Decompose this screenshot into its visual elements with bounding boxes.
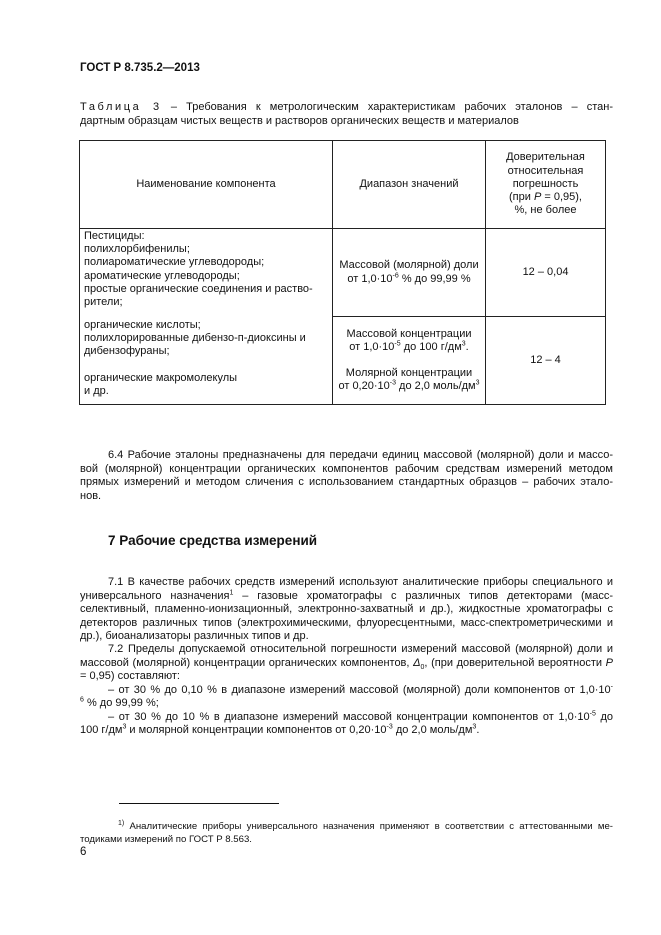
table-caption-text-2: дартным образцам чистых веществ и растворов органических веществ и материалов [80, 114, 519, 127]
footnote-ref: 1 [229, 588, 234, 596]
col-header-error: Доверительная относительная погрешность (при P = 0,95), %, не более [486, 141, 606, 229]
row1-components: Пестициды: полихлорбифенилы; полиароматические углеводороды; ароматические углеводороды; простые органические соединения и раство- рители; [80, 229, 333, 317]
table-caption-text: Требования к метрологическим характеристикам рабочих эталонов – стан- [186, 101, 613, 113]
table-header-row [80, 141, 606, 229]
page-number: 6 [80, 846, 87, 858]
section-7-title: 7 Рабочие средства измерений [108, 533, 318, 548]
row1-error: 12 – 0,04 [486, 229, 606, 317]
footnote: $^{1)}$ Аналитические приборы универсального назначения применяют в соответствии с аттестованными ме- тодиками измерений по ГОСТ Р 8.563. [80, 819, 613, 845]
table-caption-label: Таблица 3 [80, 101, 162, 113]
paragraph-7-2: 7.2 Пределы допускаемой относительной погрешности измерений массовой (молярной) доли и массовой (молярной) концентрации органических компонентов, $\Delta_0$, (при доверительной вероятности P = 0,95) составляют: – от 30 % до 0,10 % в диапазоне измерений массовой (молярной) доли компонентов от 1,0·10- $^6$ % до 99,99 %; – от 30 % до 10 % в диапазоне измерений массовой концентрации компонентов от $1,0\cdot 10^{-5}$ до 100 $г/дм^3$ и молярной концентрации компонентов от $0,20\cdot 10^{-3}$ до 2,0 моль/$дм^3$. [80, 643, 613, 736]
table-row [80, 229, 606, 317]
footnote-separator [119, 803, 279, 804]
row1-range: Массовой (молярной) доли от $1,0\cdot 10^{-6}$ % до 99,99 % [333, 229, 486, 317]
table-row [80, 317, 606, 405]
requirements-table [79, 140, 606, 405]
table-caption: Таблица 3 – Требования к метрологическим характеристикам рабочих эталонов – стан- дартным образцам чистых веществ и растворов органических веществ и материалов [80, 101, 613, 127]
col-header-component: Наименование компонента [80, 141, 333, 229]
col-header-range: Диапазон значений [333, 141, 486, 229]
document-header: ГОСТ Р 8.735.2—2013 [80, 62, 200, 74]
footnote-mark: 1) [118, 819, 125, 827]
paragraph-6-4: 6.4 Рабочие эталоны предназначены для передачи единиц массовой (молярной) доли и массо- вой (молярной) концентрации органических компонентов рабочим средствам измерений методом прямых измерений и методом сличения с использованием стандартных образцов – рабочих этало- нов. [80, 449, 613, 502]
row2-range: Массовой концентрации от $1,0\cdot 10^{-5}$ до 100 $г/дм^3$. Молярной концентрации от $0,20\cdot 10^{-3}$ до 2,0 моль/$дм^3$ [333, 317, 486, 405]
row2-components: органические кислоты; полихлорированные дибензо-п-диоксины и дибензофураны; органические макромолекулы и др. [80, 317, 333, 405]
row2-error: 12 – 4 [486, 317, 606, 405]
paragraph-7-1: 7.1 В качестве рабочих средств измерений используют аналитические приборы специального и универсального назначения$^1$ – газовые хроматографы с различных типов детекторами (масс- селективный, пламенно-ионизационный, электронно-захватный и др.), жидкостные хроматографы с детекторов различных типов (электрохимическими, флуоресцентными, масс-спектрометрическими и др.), биоанализаторы различных типов и др. [80, 576, 613, 642]
